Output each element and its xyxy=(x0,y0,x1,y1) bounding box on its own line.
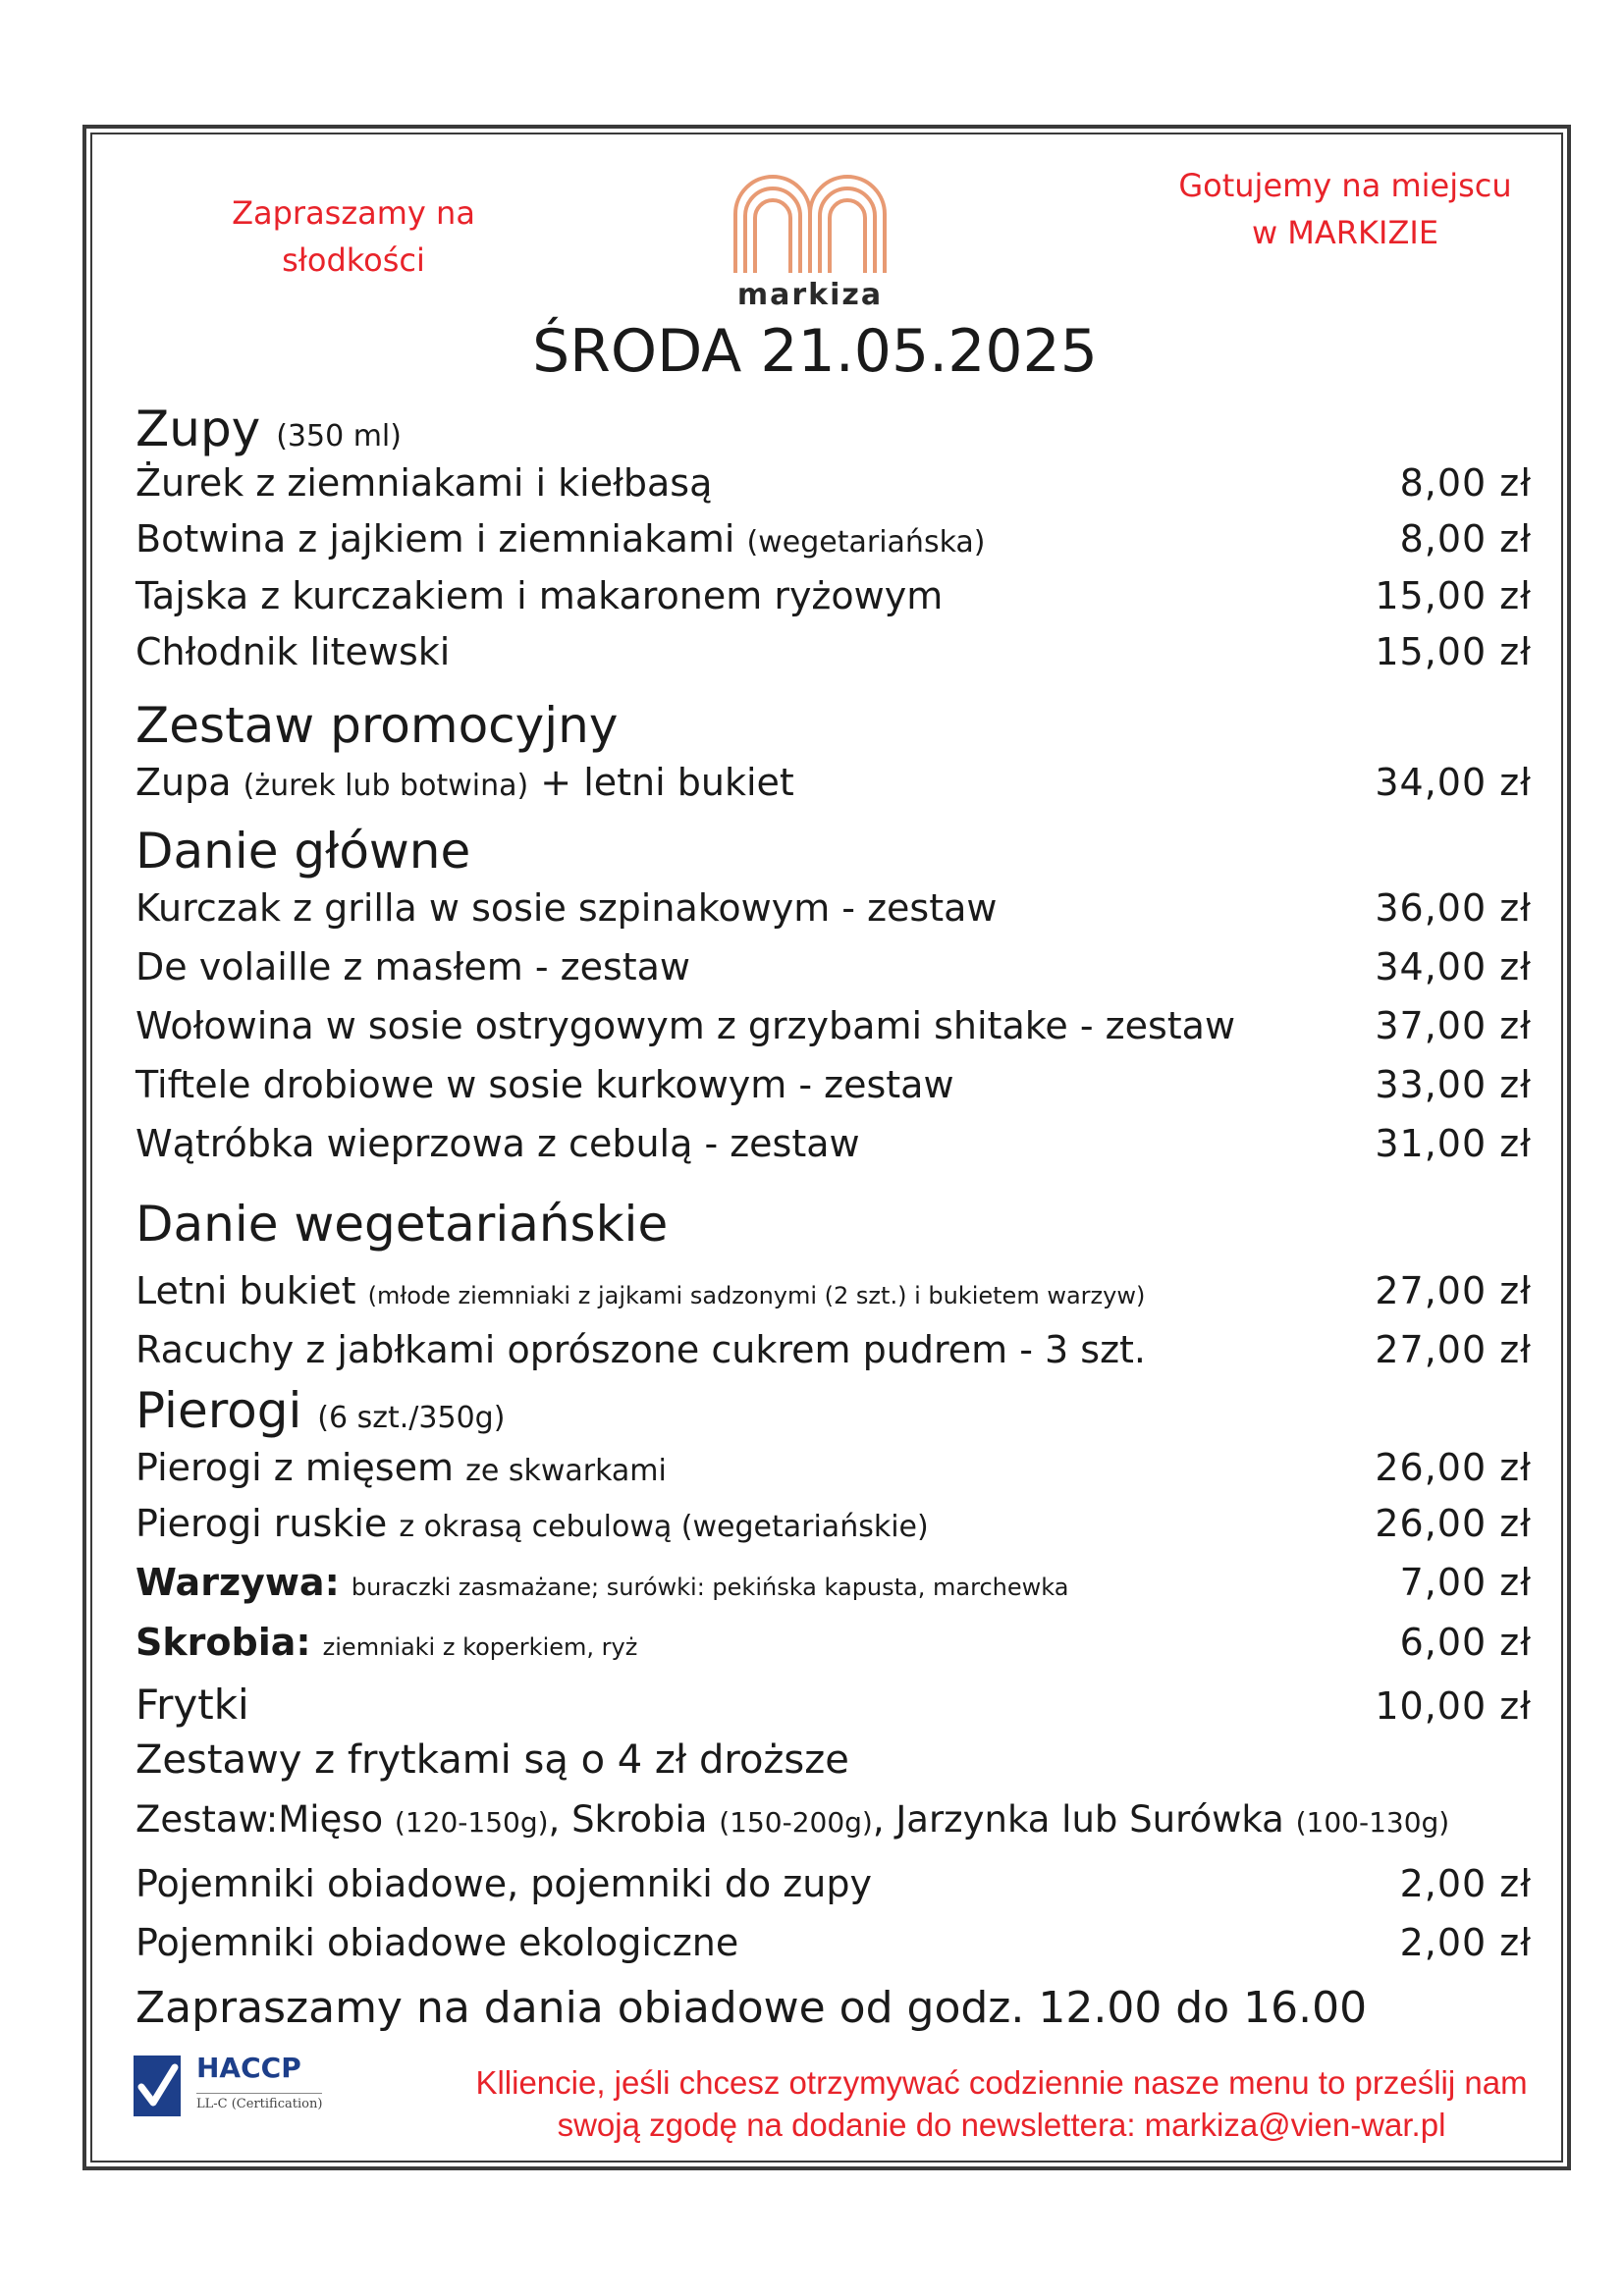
set-note-starch: (150-200g) xyxy=(719,1806,873,1839)
skrobia-label: Skrobia: xyxy=(135,1621,311,1664)
cook-onsite-line2: w MARKIZIE xyxy=(1251,214,1439,251)
set-note-veg: (100-130g) xyxy=(1295,1806,1450,1839)
haccp-check-icon xyxy=(134,2056,181,2116)
promo-part1: Zupa xyxy=(135,761,232,804)
menu-date-title: ŚRODA 21.05.2025 xyxy=(532,317,1098,386)
item-price: 34,00 zł xyxy=(1375,761,1532,804)
pierogi-title: Pierogi xyxy=(135,1382,302,1439)
menu-item-soup-4 xyxy=(135,630,1532,685)
menu-item-frytki xyxy=(135,1681,1532,1735)
item-price: 27,00 zł xyxy=(1375,1269,1532,1312)
set-part-starch: , Skrobia xyxy=(548,1798,708,1841)
item-price: 31,00 zł xyxy=(1375,1122,1532,1165)
skrobia-note: ziemniaki z koperkiem, ryż xyxy=(322,1633,638,1661)
sweets-invite-line1: Zapraszamy na xyxy=(232,194,475,232)
item-name: Pierogi ruskie xyxy=(135,1502,388,1545)
item-price: 10,00 zł xyxy=(1375,1684,1532,1728)
warzywa-label: Warzywa: xyxy=(135,1561,340,1604)
newsletter-invite xyxy=(432,2061,1571,2146)
item-price: 15,00 zł xyxy=(1375,574,1532,617)
menu-item-warzywa xyxy=(135,1561,1532,1616)
item-name: Pojemniki obiadowe, pojemniki do zupy xyxy=(135,1862,872,1905)
section-title-vegetarian: Danie wegetariańskie xyxy=(135,1196,669,1253)
menu-item-main-5 xyxy=(135,1122,1532,1177)
item-name: Chłodnik litewski xyxy=(135,630,451,673)
item-price: 26,00 zł xyxy=(1375,1502,1532,1545)
menu-item-promo xyxy=(135,761,1532,816)
cook-onsite-note xyxy=(1149,162,1542,256)
menu-item-soup-2 xyxy=(135,517,1532,572)
item-name: Letni bukiet xyxy=(135,1269,356,1312)
section-title-mains: Danie główne xyxy=(135,823,471,880)
item-name: Pierogi z mięsem xyxy=(135,1446,454,1489)
set-composition-info xyxy=(135,1798,1449,1841)
menu-item-container-2 xyxy=(135,1921,1532,1976)
item-name: Botwina z jajkiem i ziemniakami xyxy=(135,517,735,561)
menu-item-veg-2 xyxy=(135,1328,1532,1383)
set-part-meat: Zestaw:Mięso xyxy=(135,1798,384,1841)
frytki-label: Frytki xyxy=(135,1681,249,1729)
set-note-meat: (120-150g) xyxy=(394,1806,549,1839)
item-price: 33,00 zł xyxy=(1375,1063,1532,1106)
opening-hours-info: Zapraszamy na dania obiadowe od godz. 12.00 do 16.00 xyxy=(135,1983,1368,2033)
item-name: Pojemniki obiadowe ekologiczne xyxy=(135,1921,739,1964)
item-price: 26,00 zł xyxy=(1375,1446,1532,1489)
item-price: 7,00 zł xyxy=(1399,1561,1532,1604)
item-note: (wegetariańska) xyxy=(746,525,986,560)
soups-volume-note: (350 ml) xyxy=(276,419,402,454)
menu-item-soup-1 xyxy=(135,461,1532,516)
newsletter-line2: swoją zgodę na dodanie do newslettera: markiza@vien-war.pl xyxy=(557,2107,1446,2143)
sweets-invite-line2: słodkości xyxy=(282,241,425,279)
promo-part2: + letni bukiet xyxy=(540,761,794,804)
menu-item-main-4 xyxy=(135,1063,1532,1118)
item-note: ze skwarkami xyxy=(465,1454,667,1488)
item-name: Wątróbka wieprzowa z cebulą - zestaw xyxy=(135,1122,860,1165)
item-name: De volaille z masłem - zestaw xyxy=(135,945,691,988)
warzywa-note: buraczki zasmażane; surówki: pekińska kapusta, marchewka xyxy=(351,1574,1069,1601)
menu-item-main-1 xyxy=(135,886,1532,941)
item-price: 36,00 zł xyxy=(1375,886,1532,930)
item-price: 8,00 zł xyxy=(1399,517,1532,561)
item-name: Kurczak z grilla w sosie szpinakowym - zestaw xyxy=(135,886,998,930)
fries-surcharge-info: Zestawy z frytkami są o 4 zł droższe xyxy=(135,1737,849,1783)
item-note: z okrasą cebulową (wegetariańskie) xyxy=(399,1510,929,1544)
haccp-badge xyxy=(134,2052,340,2120)
cook-onsite-line1: Gotujemy na miejscu xyxy=(1178,167,1512,204)
item-price: 2,00 zł xyxy=(1399,1862,1532,1905)
brand-name: markiza xyxy=(736,278,884,312)
item-price: 37,00 zł xyxy=(1375,1004,1532,1047)
promo-note: (żurek lub botwina) xyxy=(243,769,529,803)
item-note: (młode ziemniaki z jajkami sadzonymi (2 szt.) i bukietem warzyw) xyxy=(367,1282,1146,1309)
menu-item-container-1 xyxy=(135,1862,1532,1917)
menu-item-soup-3 xyxy=(135,574,1532,629)
pierogi-portion-note: (6 szt./350g) xyxy=(317,1401,506,1435)
sweets-invite-note xyxy=(206,189,501,284)
menu-item-pierogi-2 xyxy=(135,1502,1532,1557)
section-title-soups xyxy=(135,400,402,457)
menu-item-skrobia xyxy=(135,1621,1532,1676)
soups-title: Zupy xyxy=(135,400,261,457)
item-name: Tiftele drobiowe w sosie kurkowym - zestaw xyxy=(135,1063,954,1106)
newsletter-line1: Klliencie, jeśli chcesz otrzymywać codziennie nasze menu to prześlij nam xyxy=(475,2064,1528,2101)
item-name: Żurek z ziemniakami i kiełbasą xyxy=(135,461,713,505)
haccp-title: HACCP xyxy=(196,2052,301,2084)
section-title-promo: Zestaw promocyjny xyxy=(135,697,619,754)
item-price: 2,00 zł xyxy=(1399,1921,1532,1964)
item-price: 34,00 zł xyxy=(1375,945,1532,988)
haccp-subtitle: LL-C (Certification) xyxy=(196,2093,322,2111)
item-name: Racuchy z jabłkami oprószone cukrem pudrem - 3 szt. xyxy=(135,1328,1146,1371)
item-price: 27,00 zł xyxy=(1375,1328,1532,1371)
menu-item-main-2 xyxy=(135,945,1532,1000)
item-price: 8,00 zł xyxy=(1399,461,1532,505)
section-title-pierogi xyxy=(135,1382,505,1439)
item-price: 6,00 zł xyxy=(1399,1621,1532,1664)
set-part-veg: , Jarzynka lub Surówka xyxy=(872,1798,1284,1841)
item-name: Tajska z kurczakiem i makaronem ryżowym xyxy=(135,574,944,617)
menu-item-pierogi-1 xyxy=(135,1446,1532,1501)
menu-item-veg-1 xyxy=(135,1269,1532,1324)
menu-item-main-3 xyxy=(135,1004,1532,1059)
item-name: Wołowina w sosie ostrygowym z grzybami shitake - zestaw xyxy=(135,1004,1236,1047)
item-price: 15,00 zł xyxy=(1375,630,1532,673)
